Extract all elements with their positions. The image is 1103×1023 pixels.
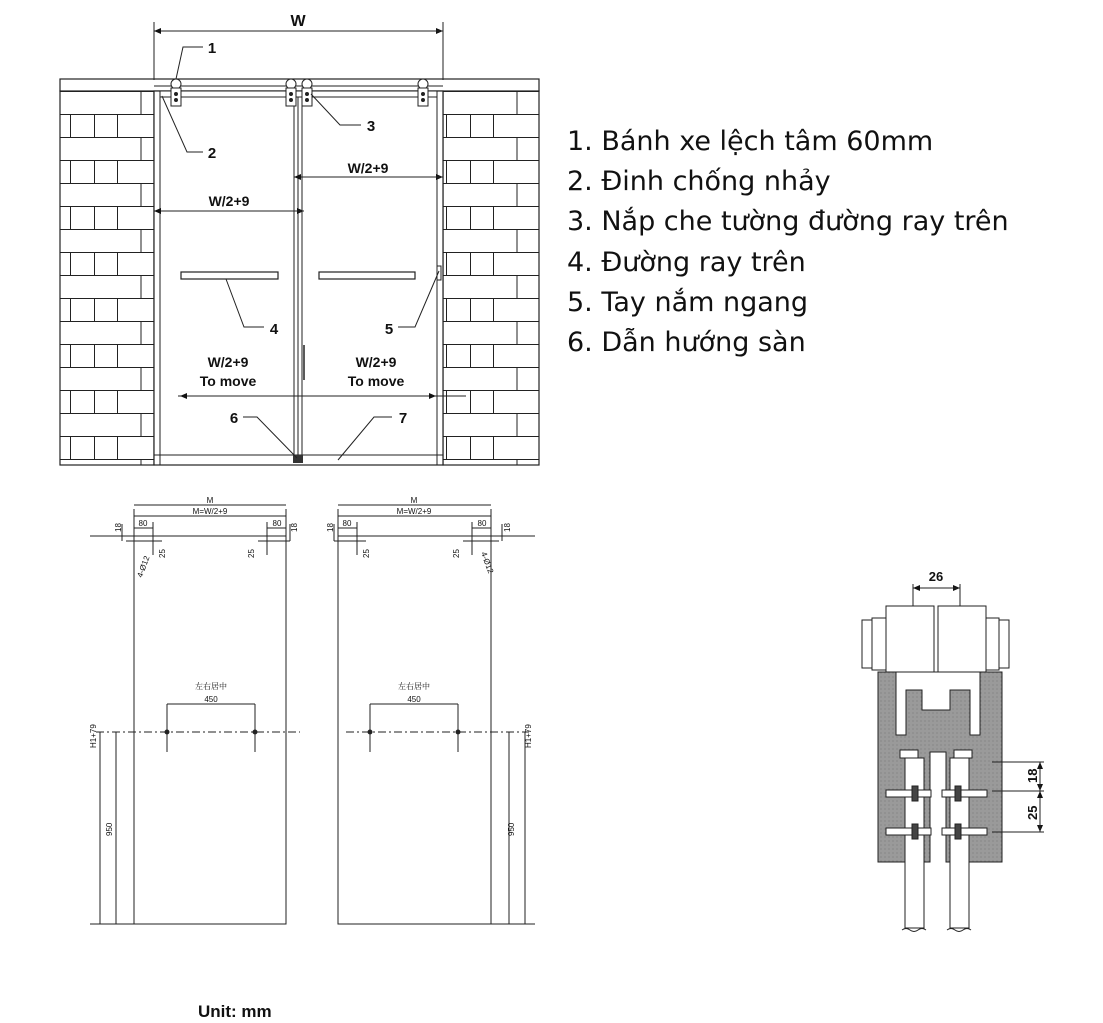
callout-6: 6 <box>229 410 239 427</box>
right-half-label: W/2+9 <box>347 160 389 176</box>
unit-label: Unit: mm <box>198 1002 272 1021</box>
left-handle <box>181 272 278 279</box>
right-hole-spec: 4-Ø12 <box>479 550 496 575</box>
roller-section-view <box>862 584 1044 932</box>
legend-item: 1. Bánh xe lệch tâm 60mm <box>567 126 934 157</box>
right-dim-80-b: 80 <box>477 519 487 528</box>
callout-2: 2 <box>207 145 217 162</box>
left-dim-25-b: 25 <box>247 549 256 558</box>
right-handle <box>319 272 415 279</box>
right-dim-25-b: 25 <box>452 549 461 558</box>
left-dim-18-b: 18 <box>290 523 299 532</box>
left-dim-80-b: 80 <box>272 519 282 528</box>
right-center-text: 左右居中 <box>398 682 430 691</box>
left-dim-950: 950 <box>105 822 114 836</box>
right-m-label: M <box>410 496 418 505</box>
move-left-label: To move <box>199 373 257 389</box>
left-m-formula: M=W/2+9 <box>192 507 228 516</box>
move-right-label: To move <box>347 373 405 389</box>
callout-4: 4 <box>269 321 279 338</box>
section-dim-18: 18 <box>1025 768 1040 783</box>
right-dim-450: 450 <box>407 695 421 704</box>
left-dim-25-a: 25 <box>158 549 167 558</box>
left-dim-80-a: 80 <box>138 519 148 528</box>
legend-item: 2. Đinh chống nhảy <box>567 166 831 198</box>
right-dim-18-b: 18 <box>503 523 512 532</box>
right-m-formula: M=W/2+9 <box>396 507 432 516</box>
callout-3: 3 <box>366 118 376 135</box>
left-dim-18: 18 <box>114 523 123 532</box>
front-view <box>60 13 539 465</box>
legend-item: 3. Nắp che tường đường ray trên <box>567 206 1009 238</box>
right-brick-wall <box>443 91 539 465</box>
right-dim-25-a: 25 <box>362 549 371 558</box>
right-height-label: H1+79 <box>524 724 533 748</box>
section-dim-26: 26 <box>928 569 944 584</box>
left-center-text: 左右居中 <box>195 682 227 691</box>
left-brick-wall <box>60 91 154 465</box>
top-rail <box>160 91 437 97</box>
legend-item: 4. Đường ray trên <box>567 246 806 278</box>
right-dim-950: 950 <box>507 822 516 836</box>
callout-5: 5 <box>384 321 394 338</box>
section-dim-25: 25 <box>1025 805 1040 820</box>
left-panel-drawing <box>90 505 300 924</box>
left-dim-450: 450 <box>204 695 218 704</box>
width-label: W <box>290 13 306 30</box>
left-height-label: H1+79 <box>89 724 98 748</box>
legend-item: 6. Dẫn hướng sàn <box>567 327 806 359</box>
component-legend <box>567 122 1009 363</box>
left-half-label: W/2+9 <box>208 193 250 209</box>
top-lintel <box>60 79 539 91</box>
floor-guide <box>293 455 303 463</box>
callout-1: 1 <box>207 40 217 57</box>
right-dim-18: 18 <box>326 523 335 532</box>
left-hole-spec: 4-Ø12 <box>135 554 152 579</box>
left-m-label: M <box>206 496 214 505</box>
legend-item: 5. Tay nắm ngang <box>567 286 809 318</box>
right-dim-80-a: 80 <box>342 519 352 528</box>
right-panel-drawing <box>334 505 535 924</box>
move-right-value: W/2+9 <box>355 354 397 370</box>
callout-7: 7 <box>398 410 408 427</box>
move-left-value: W/2+9 <box>207 354 249 370</box>
